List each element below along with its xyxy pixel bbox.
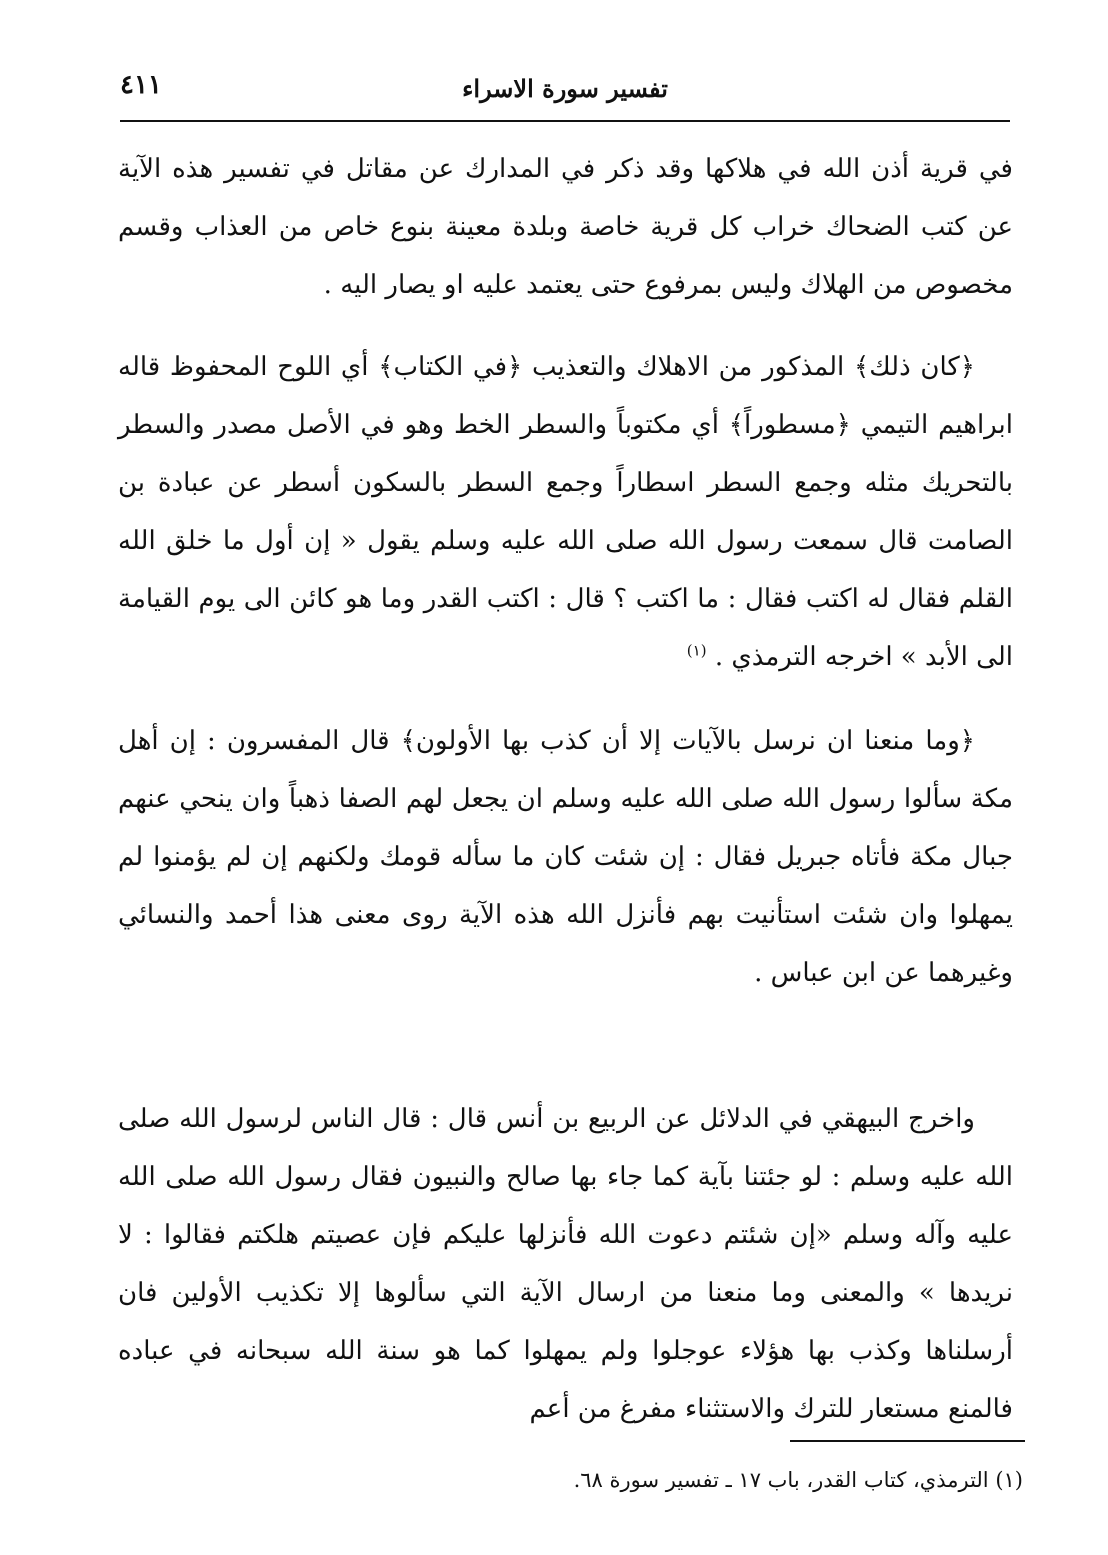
footnote <box>118 1462 1023 1498</box>
paragraph-text: واخرج البيهقي في الدلائل عن الربيع بن أنس قال : قال الناس لرسول الله صلى الله عليه وسلم : لو جئتنا بآية كما جاء بها صالح والنبيون فقال رسول الله صلى الله عليه وآله وسلم «إن شئتم دعوت الله فأنزلها عليكم فإن عصيتم هلكتم فقالوا : لا نريدها » والمعنى وما منعنا من ارسال الآية التي سألوها إلا تكذيب الأولين فان أرسلناها وكذب بها هؤلاء عوجلوا ولم يمهلوا كما هو سنة الله سبحانه في عباده فالمنع مستعار للترك والاستثناء مفرغ من أعم <box>118 1104 1013 1424</box>
footnote-rule <box>790 1440 1025 1442</box>
paragraph-text: ﴿وما منعنا ان نرسل بالآيات إلا أن كذب بها الأولون﴾ قال المفسرون : إن أهل مكة سألوا رسول الله صلى الله عليه وسلم ان يجعل لهم الصفا ذهباً وان ينحي عنهم جبال مكة فأتاه جبريل فقال : إن شئت كان ما سأله قومك ولكنهم إن لم يؤمنوا لم يمهلوا وان شئت استأنيت بهم فأنزل الله هذه الآية روى معنى هذا أحمد والنسائي وغيرهما عن ابن عباس . <box>118 726 1013 988</box>
page-header <box>120 62 1010 118</box>
footnote-marker: (١) <box>686 641 707 660</box>
main-text <box>118 140 1013 1438</box>
paragraph <box>118 712 1013 1002</box>
paragraph <box>118 1090 1013 1438</box>
footnote-text: (١) الترمذي، كتاب القدر، باب ١٧ ـ تفسير سورة ٦٨. <box>573 1468 1023 1492</box>
paragraph-text: ﴿كان ذلك﴾ المذكور من الاهلاك والتعذيب ﴿في الكتاب﴾ أي اللوح المحفوظ قاله ابراهيم التيمي ﴿مسطوراً﴾ أي مكتوباً والسطر الخط وهو في الأصل مصدر والسطر بالتحريك مثله وجمع السطر اسطاراً وجمع السطر بالسكون أسطر عن عبادة بن الصامت قال سمعت رسول الله صلى الله عليه وسلم يقول « إن أول ما خلق الله القلم فقال له اكتب فقال : ما اكتب ؟ قال : اكتب القدر وما هو كائن الى يوم القيامة الى الأبد » اخرجه الترمذي . <box>118 352 1013 672</box>
header-rule <box>120 120 1010 122</box>
running-title: تفسير سورة الاسراء <box>462 74 668 103</box>
page-number: ٤١١ <box>120 70 162 100</box>
paragraph-text: في قرية أذن الله في هلاكها وقد ذكر في المدارك عن مقاتل في تفسير هذه الآية عن كتب الضحاك خراب كل قرية خاصة وبلدة معينة بنوع خاص من العذاب وقسم مخصوص من الهلاك وليس بمرفوع حتى يعتمد عليه او يصار اليه . <box>118 154 1013 300</box>
paragraph <box>118 140 1013 314</box>
paragraph <box>118 338 1013 686</box>
